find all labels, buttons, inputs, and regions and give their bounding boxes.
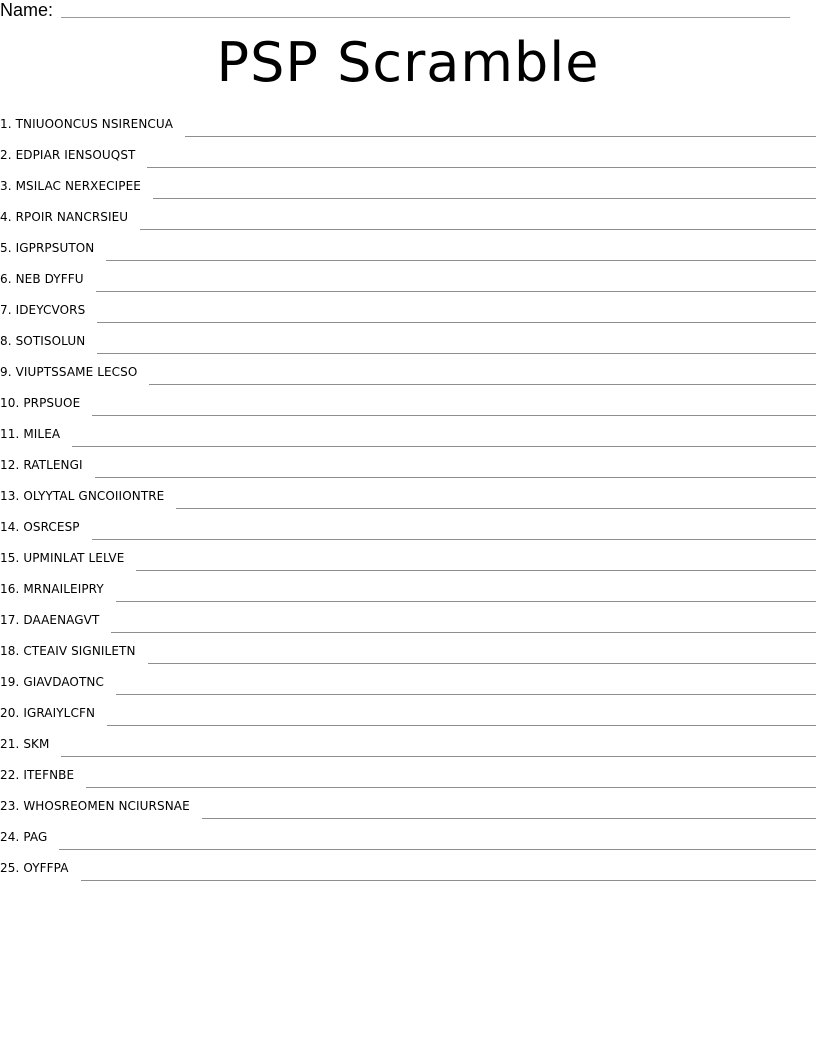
scramble-word <box>0 365 149 379</box>
scramble-word <box>0 861 81 875</box>
scramble-item <box>0 263 816 294</box>
item-number: 12. <box>0 457 20 472</box>
scramble-item <box>0 697 816 728</box>
item-scrambled-text: ITEFNBE <box>23 767 75 782</box>
answer-line[interactable] <box>97 352 816 354</box>
scramble-item <box>0 480 816 511</box>
item-number: 23. <box>0 798 20 813</box>
item-number: 9. <box>0 364 12 379</box>
item-number: 15. <box>0 550 20 565</box>
scramble-word <box>0 644 148 658</box>
item-scrambled-text: SOTISOLUN <box>15 333 86 348</box>
scramble-word <box>0 582 116 596</box>
answer-line[interactable] <box>97 321 816 323</box>
answer-line[interactable] <box>96 290 816 292</box>
scramble-item <box>0 728 816 759</box>
item-scrambled-text: UPMINLAT LELVE <box>23 550 125 565</box>
scramble-item <box>0 573 816 604</box>
scramble-item <box>0 108 816 139</box>
name-label: Name: <box>0 0 54 20</box>
answer-line[interactable] <box>185 135 816 137</box>
answer-line[interactable] <box>176 507 816 509</box>
scramble-item <box>0 418 816 449</box>
scramble-item <box>0 325 816 356</box>
answer-line[interactable] <box>86 786 816 788</box>
scramble-word <box>0 799 202 813</box>
answer-line[interactable] <box>72 445 816 447</box>
scramble-item <box>0 635 816 666</box>
scramble-item <box>0 170 816 201</box>
item-scrambled-text: MRNAILEIPRY <box>23 581 104 596</box>
item-scrambled-text: RATLENGI <box>23 457 83 472</box>
scramble-word <box>0 458 95 472</box>
name-input-line[interactable] <box>61 15 790 18</box>
scramble-item <box>0 356 816 387</box>
scramble-word <box>0 706 107 720</box>
item-scrambled-text: VIUPTSSAME LECSO <box>15 364 138 379</box>
item-number: 22. <box>0 767 20 782</box>
item-scrambled-text: WHOSREOMEN NCIURSNAE <box>23 798 190 813</box>
scramble-word <box>0 427 72 441</box>
item-number: 14. <box>0 519 20 534</box>
answer-line[interactable] <box>92 414 816 416</box>
scramble-word <box>0 303 97 317</box>
scramble-word <box>0 768 86 782</box>
scramble-word <box>0 551 136 565</box>
answer-line[interactable] <box>106 259 816 261</box>
scramble-word <box>0 613 111 627</box>
item-scrambled-text: OSRCESP <box>23 519 80 534</box>
item-number: 7. <box>0 302 12 317</box>
item-number: 17. <box>0 612 20 627</box>
scramble-item <box>0 666 816 697</box>
scramble-list <box>0 108 816 883</box>
item-number: 11. <box>0 426 20 441</box>
item-scrambled-text: IGPRPSUTON <box>15 240 95 255</box>
item-number: 4. <box>0 209 12 224</box>
item-scrambled-text: IGRAIYLCFN <box>23 705 96 720</box>
scramble-word <box>0 148 147 162</box>
answer-line[interactable] <box>111 631 816 633</box>
item-scrambled-text: RPOIR NANCRSIEU <box>15 209 129 224</box>
scramble-word <box>0 489 176 503</box>
item-number: 5. <box>0 240 12 255</box>
item-scrambled-text: MSILAC NERXECIPEE <box>15 178 141 193</box>
answer-line[interactable] <box>107 724 816 726</box>
scramble-item <box>0 852 816 883</box>
scramble-word <box>0 241 106 255</box>
item-number: 16. <box>0 581 20 596</box>
item-scrambled-text: SKM <box>23 736 50 751</box>
answer-line[interactable] <box>140 228 816 230</box>
scramble-word <box>0 117 185 131</box>
answer-line[interactable] <box>59 848 816 850</box>
scramble-word <box>0 520 92 534</box>
scramble-word <box>0 396 92 410</box>
item-scrambled-text: DAAENAGVT <box>23 612 100 627</box>
name-row <box>0 0 790 20</box>
scramble-word <box>0 334 97 348</box>
scramble-word <box>0 830 59 844</box>
scramble-item <box>0 542 816 573</box>
item-scrambled-text: MILEA <box>23 426 61 441</box>
item-scrambled-text: EDPIAR IENSOUQST <box>15 147 136 162</box>
scramble-word <box>0 737 61 751</box>
item-number: 1. <box>0 116 12 131</box>
item-number: 13. <box>0 488 20 503</box>
answer-line[interactable] <box>116 600 816 602</box>
item-scrambled-text: CTEAIV SIGNILETN <box>23 643 136 658</box>
scramble-word <box>0 179 153 193</box>
item-number: 21. <box>0 736 20 751</box>
scramble-item <box>0 294 816 325</box>
scramble-item <box>0 387 816 418</box>
scramble-item <box>0 139 816 170</box>
answer-line[interactable] <box>149 383 816 385</box>
answer-line[interactable] <box>61 755 816 757</box>
answer-line[interactable] <box>116 693 816 695</box>
scramble-item <box>0 511 816 542</box>
scramble-item <box>0 232 816 263</box>
item-scrambled-text: OLYYTAL GNCOIIONTRE <box>23 488 165 503</box>
item-number: 18. <box>0 643 20 658</box>
answer-line[interactable] <box>147 166 816 168</box>
answer-line[interactable] <box>202 817 816 819</box>
scramble-word <box>0 675 116 689</box>
item-scrambled-text: GIAVDAOTNC <box>23 674 104 689</box>
item-number: 2. <box>0 147 12 162</box>
item-scrambled-text: OYFFPA <box>23 860 69 875</box>
page-title: PSP Scramble <box>216 31 600 94</box>
scramble-word <box>0 272 96 286</box>
item-scrambled-text: PRPSUOE <box>23 395 81 410</box>
scramble-item <box>0 821 816 852</box>
item-number: 6. <box>0 271 12 286</box>
item-number: 3. <box>0 178 12 193</box>
scramble-word <box>0 210 140 224</box>
item-scrambled-text: PAG <box>23 829 48 844</box>
item-number: 19. <box>0 674 20 689</box>
item-scrambled-text: NEB DYFFU <box>15 271 84 286</box>
item-scrambled-text: IDEYCVORS <box>15 302 86 317</box>
item-number: 10. <box>0 395 20 410</box>
item-number: 8. <box>0 333 12 348</box>
answer-line[interactable] <box>95 476 816 478</box>
scramble-item <box>0 449 816 480</box>
answer-line[interactable] <box>148 662 816 664</box>
answer-line[interactable] <box>92 538 816 540</box>
item-scrambled-text: TNIUOONCUS NSIRENCUA <box>15 116 174 131</box>
scramble-item <box>0 604 816 635</box>
item-number: 20. <box>0 705 20 720</box>
answer-line[interactable] <box>81 879 816 881</box>
answer-line[interactable] <box>136 569 816 571</box>
scramble-item <box>0 201 816 232</box>
answer-line[interactable] <box>153 197 816 199</box>
item-number: 25. <box>0 860 20 875</box>
scramble-item <box>0 790 816 821</box>
item-number: 24. <box>0 829 20 844</box>
scramble-item <box>0 759 816 790</box>
